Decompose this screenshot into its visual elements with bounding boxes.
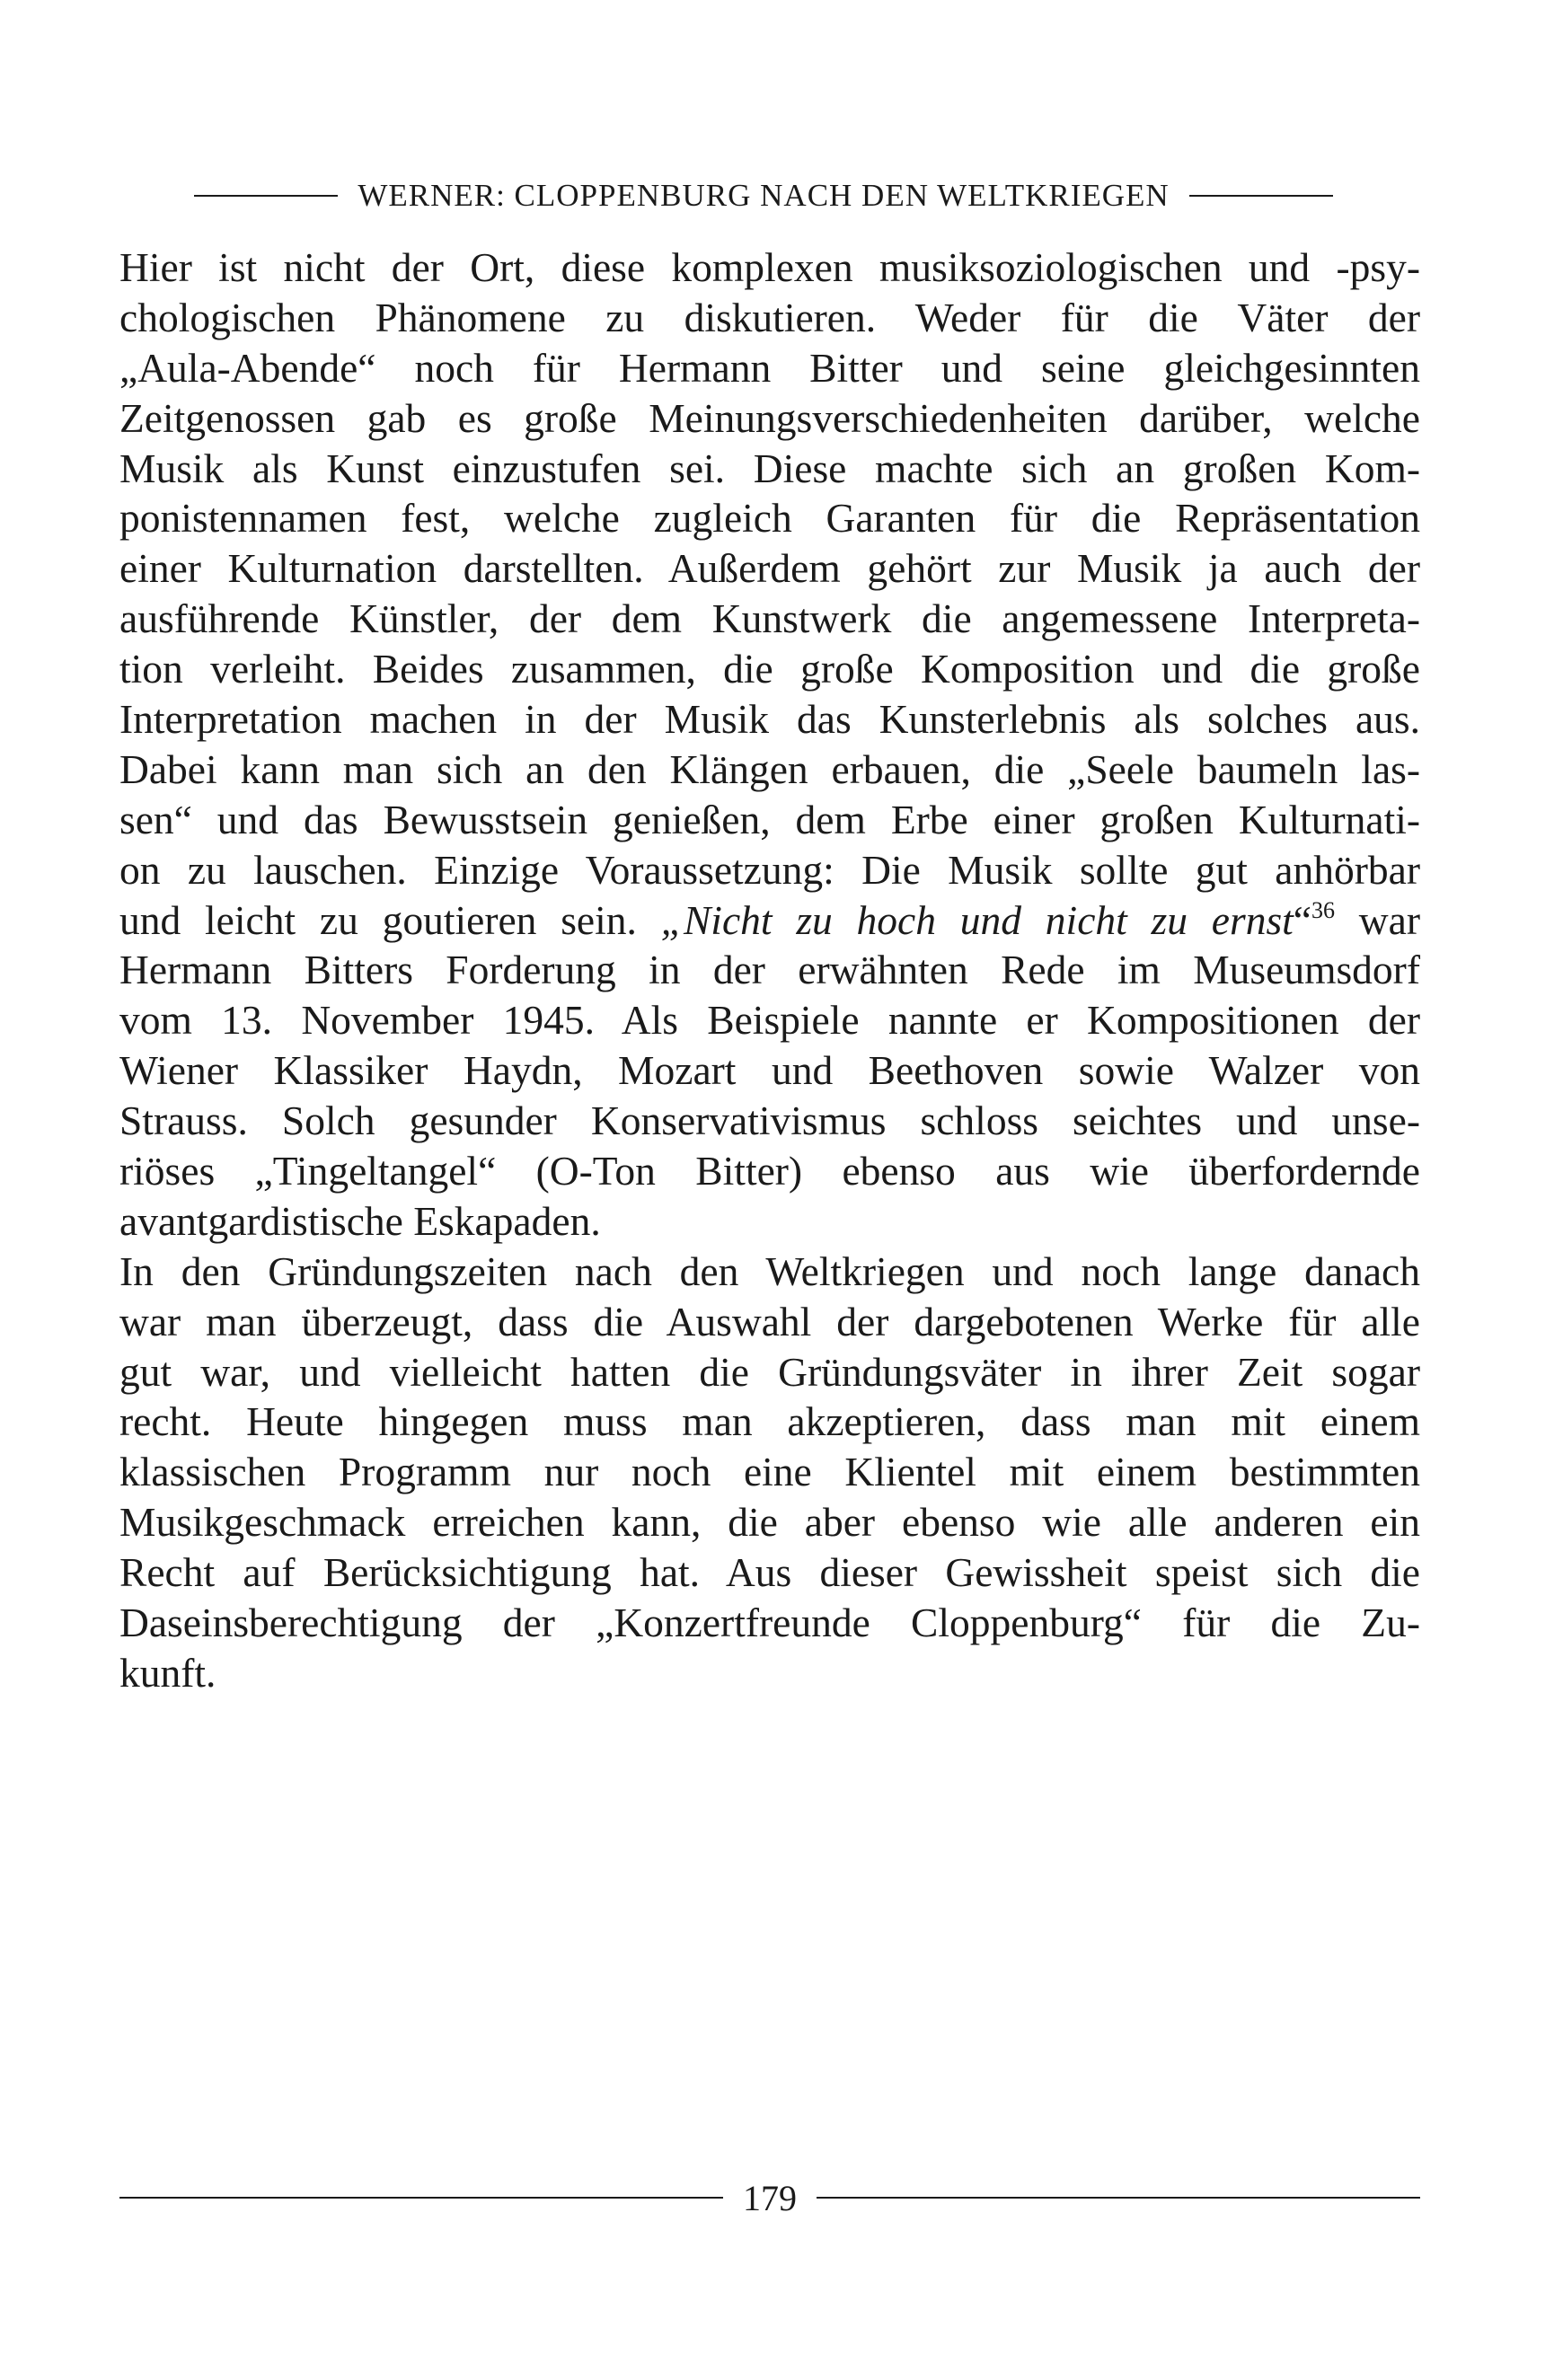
- text-line: klassischen Programm nur noch eine Klientel mit einem bestimmten: [119, 1449, 1420, 1495]
- body-text: [119, 242, 1420, 1698]
- quote-close: “: [1293, 896, 1311, 943]
- footer-rule-right: [817, 2197, 1420, 2199]
- text-line: kunft.: [119, 1649, 216, 1696]
- paragraph-1: [119, 242, 1420, 1247]
- header-rule-left: [194, 195, 338, 197]
- text-line: gut war, und vielleicht hatten die Gründungsväter in ihrer Zeit sogar: [119, 1348, 1420, 1395]
- header-rule-right: [1189, 195, 1333, 197]
- text-line: In den Gründungszeiten nach den Weltkriegen und noch lange danach: [119, 1247, 1420, 1294]
- page-footer: [119, 2171, 1420, 2225]
- text-line: Daseinsberechtigung der „Konzertfreunde Cloppenburg“ für die Zu-: [119, 1600, 1420, 1646]
- text-line: Hermann Bitters Forderung in der erwähnten Rede im Museumsdorf: [119, 947, 1420, 993]
- text-line: Interpretation machen in der Musik das Kunsterlebnis als solches aus.: [119, 696, 1420, 743]
- text-line: war man überzeugt, dass die Auswahl der dargebotenen Werke für alle: [119, 1298, 1420, 1344]
- text-line: ponistennamen fest, welche zugleich Garanten für die Repräsentation: [119, 495, 1420, 542]
- text-line: recht. Heute hingegen muss man akzeptieren, dass man mit einem: [119, 1398, 1420, 1445]
- text-line: Dabei kann man sich an den Klängen erbauen, die „Seele baumeln las-: [119, 745, 1420, 792]
- text-line: „Aula-Abende“ noch für Hermann Bitter und seine gleichgesinnten: [119, 344, 1420, 391]
- text-line: einer Kulturnation darstellten. Außerdem gehört zur Musik ja auch der: [119, 545, 1420, 592]
- text-line: avantgardistische Eskapaden.: [119, 1197, 601, 1244]
- text-line: Wiener Klassiker Haydn, Mozart und Beethoven sowie Walzer von: [119, 1047, 1420, 1094]
- quote-text: „Nicht zu hoch und nicht zu ernst: [660, 896, 1294, 943]
- running-header-title: WERNER: CLOPPENBURG NACH DEN WELTKRIEGEN: [358, 178, 1170, 213]
- text-line: chologischen Phänomene zu diskutieren. Weder für die Väter der: [119, 294, 1420, 340]
- footer-rule-left: [119, 2197, 723, 2199]
- text-line: Musikgeschmack erreichen kann, die aber ebenso wie alle anderen ein: [119, 1499, 1420, 1546]
- paragraph-2: [119, 1247, 1420, 1698]
- text-line: Hier ist nicht der Ort, diese komplexen musiksoziologischen und -psy-: [119, 244, 1420, 290]
- text-line: Musik als Kunst einzustufen sei. Diese machte sich an großen Kom-: [119, 445, 1420, 491]
- footnote-marker[interactable]: 36: [1311, 896, 1335, 923]
- text-line: riöses „Tingeltangel“ (O-Ton Bitter) ebenso aus wie überfordernde: [119, 1148, 1420, 1194]
- text-line-with-quote: [119, 895, 1420, 946]
- running-header: [117, 174, 1410, 217]
- text-line: on zu lauschen. Einzige Voraussetzung: Die Musik sollte gut anhörbar: [119, 846, 1420, 893]
- page-number: 179: [743, 2177, 797, 2218]
- text-line: tion verleiht. Beides zusammen, die große Komposition und die große: [119, 646, 1420, 692]
- quote-lead-in: und leicht zu goutieren sein.: [119, 896, 661, 943]
- quote-trailing: war: [1335, 896, 1420, 943]
- text-line: sen“ und das Bewusstsein genießen, dem Erbe einer großen Kulturnati-: [119, 796, 1420, 842]
- text-line: ausführende Künstler, der dem Kunstwerk die angemessene Interpreta-: [119, 595, 1420, 642]
- text-line: Strauss. Solch gesunder Konservativismus schloss seichtes und unse-: [119, 1097, 1420, 1144]
- text-line: Recht auf Berücksichtigung hat. Aus dieser Gewissheit speist sich die: [119, 1549, 1420, 1596]
- text-line: Zeitgenossen gab es große Meinungsverschiedenheiten darüber, welche: [119, 394, 1420, 441]
- text-line: vom 13. November 1945. Als Beispiele nannte er Kompositionen der: [119, 997, 1420, 1044]
